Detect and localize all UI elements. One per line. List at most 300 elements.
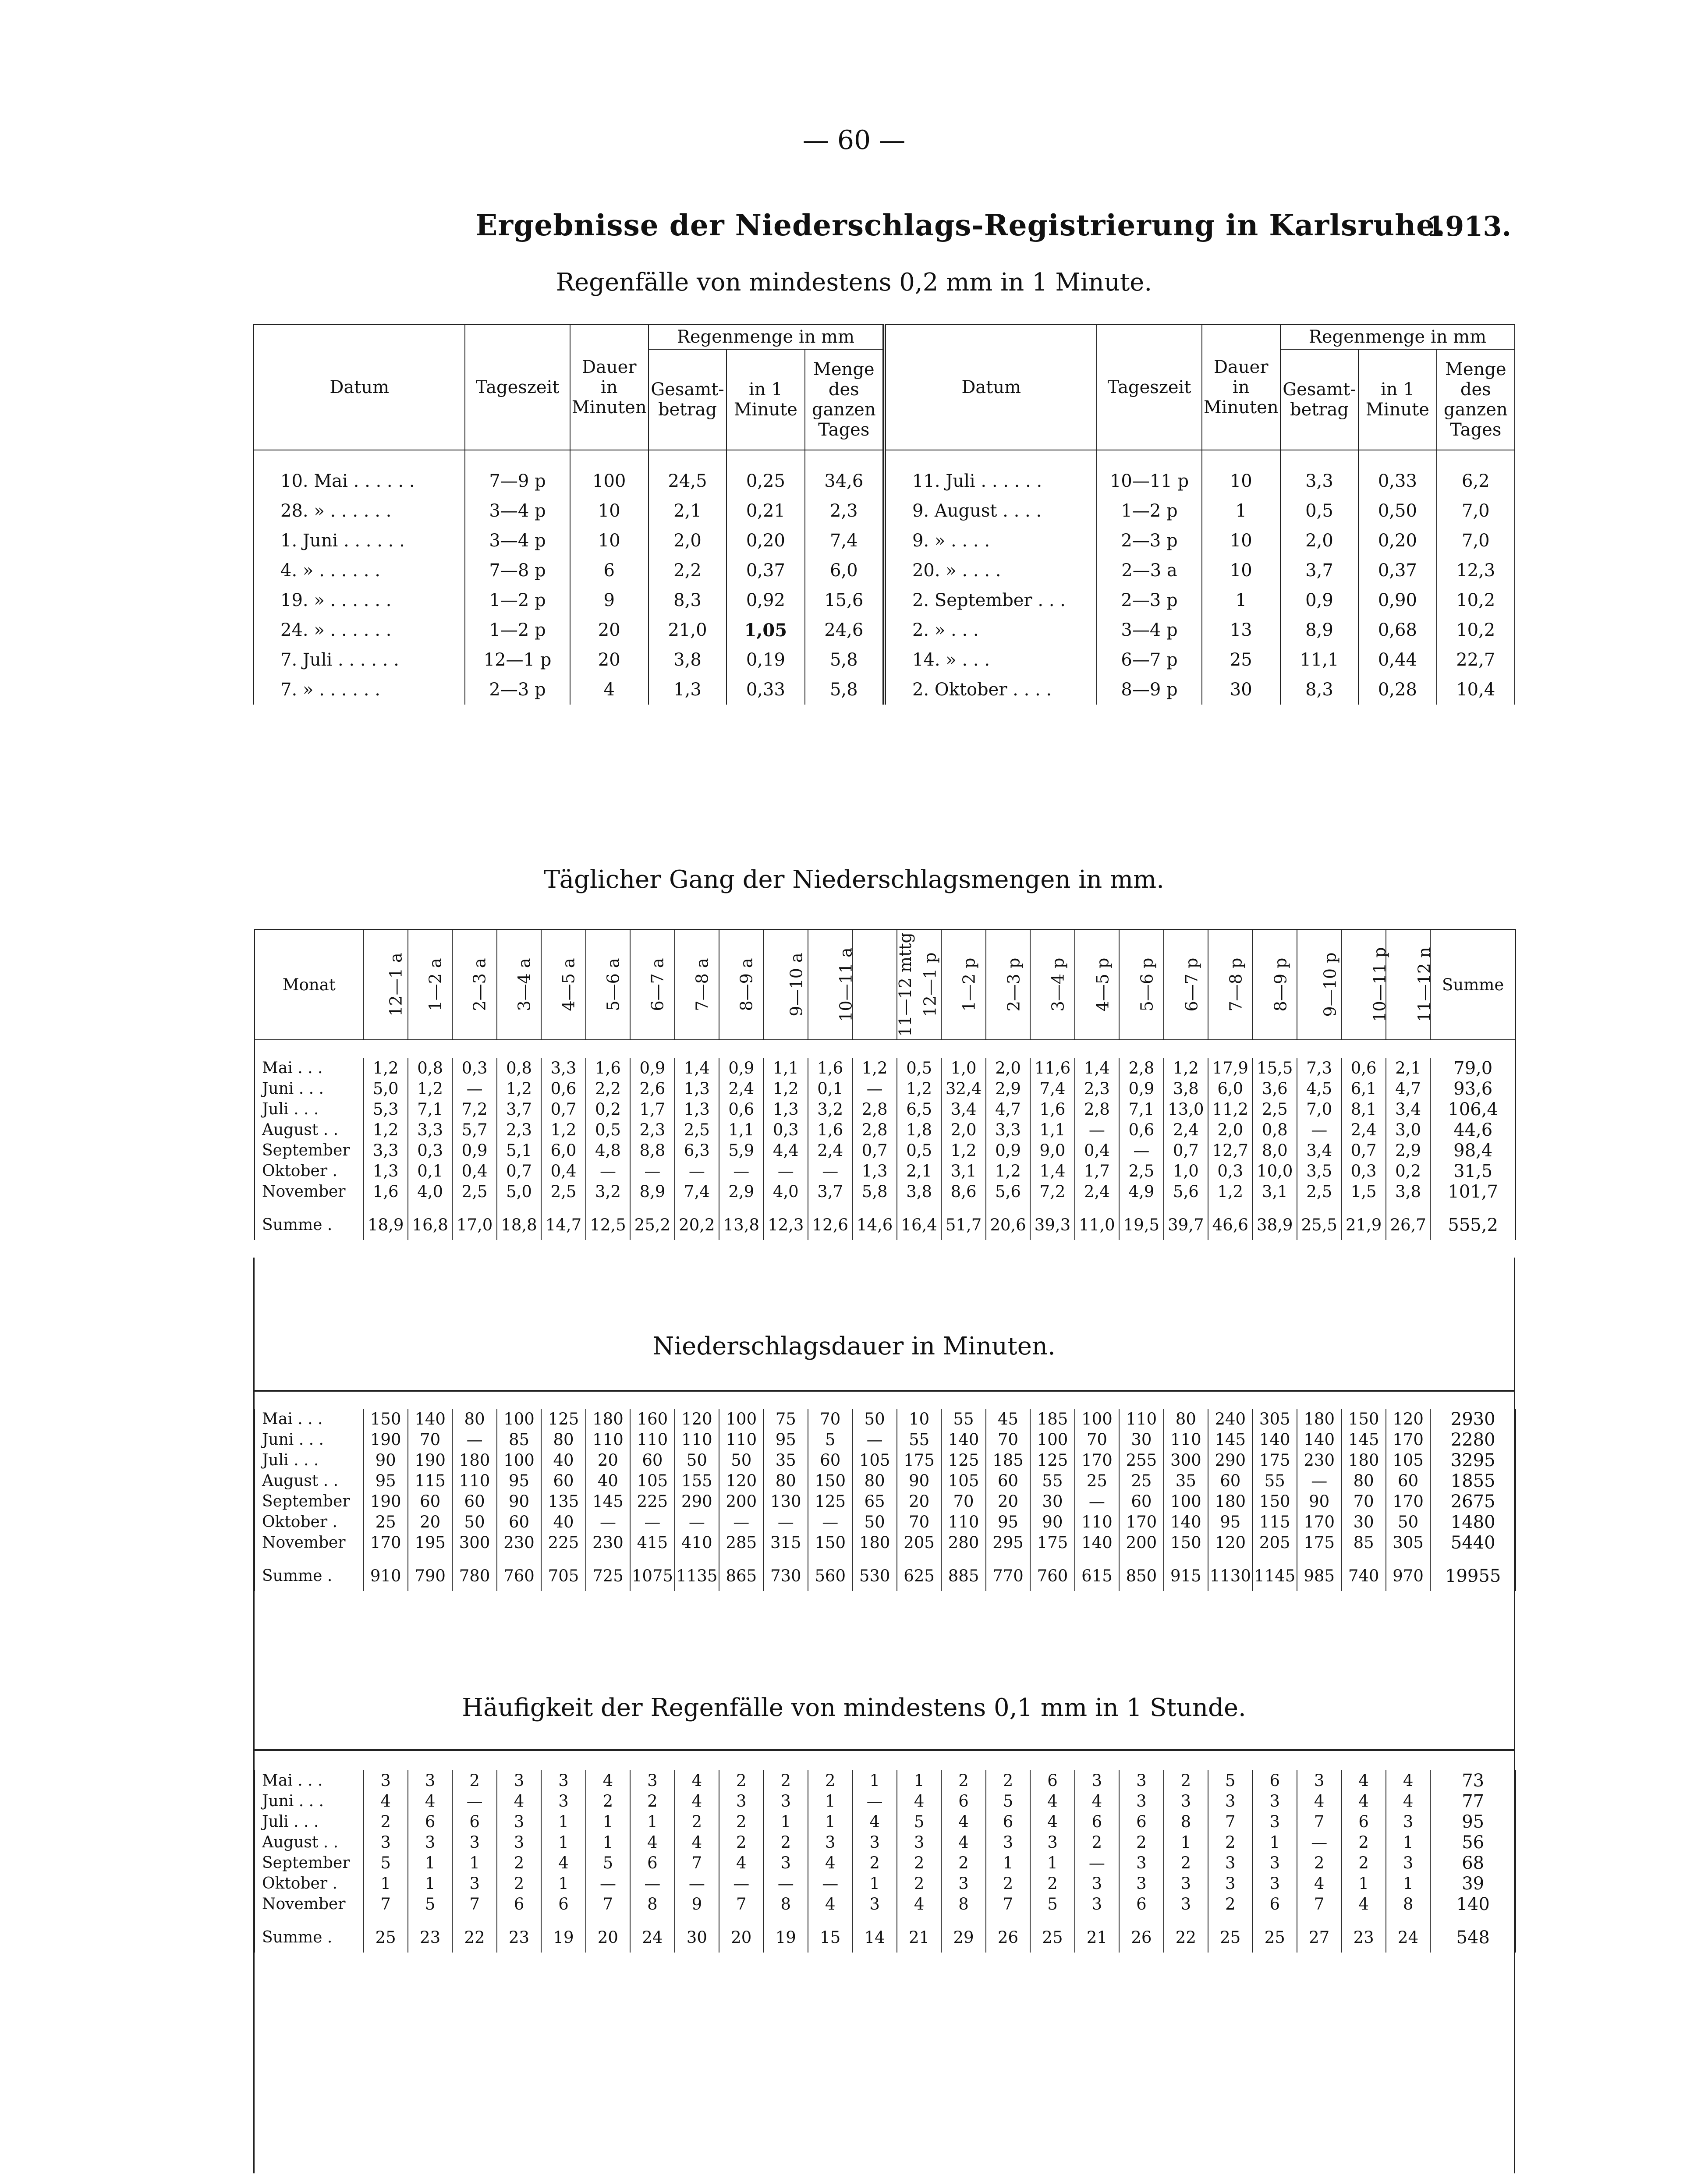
hour-value: — xyxy=(719,1161,763,1181)
hour-value: — xyxy=(719,1873,763,1894)
event-min: 0,19 xyxy=(726,645,804,675)
hour-value: 4 xyxy=(1386,1791,1430,1811)
hour-value: 2,0 xyxy=(1208,1120,1252,1140)
hour-value: 200 xyxy=(1119,1532,1163,1553)
hour-value: 2,2 xyxy=(586,1078,630,1099)
hour-value: 8 xyxy=(630,1894,674,1914)
hour-value: 90 xyxy=(1030,1512,1074,1532)
event-date: 2. » . . . xyxy=(884,615,1097,645)
hour-value: 125 xyxy=(808,1491,852,1512)
hour-header xyxy=(764,929,808,1040)
event-gesamt: 11,1 xyxy=(1280,645,1358,675)
hour-value: 4,5 xyxy=(1297,1078,1341,1099)
hour-value: 8,0 xyxy=(1253,1140,1297,1161)
section-amounts-title: Täglicher Gang der Niederschlagsmengen in mm. xyxy=(543,865,1165,894)
hour-value: 1,7 xyxy=(1075,1161,1119,1181)
hour-value: 85 xyxy=(497,1429,541,1450)
hour-header-label: 11—12 mttg xyxy=(896,932,915,1037)
hour-value: 25 xyxy=(363,1512,408,1532)
month-label: September xyxy=(255,1491,363,1512)
hour-value: 3 xyxy=(852,1832,897,1853)
event-gesamt: 2,1 xyxy=(648,496,726,526)
hour-value: 60 xyxy=(541,1471,585,1491)
hour-value: — xyxy=(675,1161,719,1181)
sum-value: 20,2 xyxy=(675,1202,719,1240)
event-min: 0,33 xyxy=(726,675,804,705)
hour-value: 2,3 xyxy=(630,1120,674,1140)
hour-value: 0,3 xyxy=(764,1120,808,1140)
hour-value: 4 xyxy=(408,1791,452,1811)
hour-value: 120 xyxy=(1208,1532,1252,1553)
sum-value: 915 xyxy=(1164,1553,1208,1591)
hour-value: 6 xyxy=(1341,1811,1386,1832)
hour-value: 5 xyxy=(1030,1894,1074,1914)
hour-value: — xyxy=(586,1873,630,1894)
hour-value: 8 xyxy=(1164,1811,1208,1832)
hour-value: 1 xyxy=(1341,1873,1386,1894)
event-min: 0,50 xyxy=(1358,496,1436,526)
hour-value: 0,7 xyxy=(1341,1140,1386,1161)
hour-value: 3 xyxy=(808,1832,852,1853)
hour-value: 95 xyxy=(497,1471,541,1491)
hour-value: 1 xyxy=(764,1811,808,1832)
hour-value: 0,3 xyxy=(408,1140,452,1161)
event-tag: 10,2 xyxy=(1437,585,1515,615)
event-zeit: 2—3 p xyxy=(465,675,570,705)
sum-value: 26 xyxy=(1119,1914,1163,1953)
event-dauer: 20 xyxy=(570,615,648,645)
hour-value: 4 xyxy=(897,1791,941,1811)
hour-value: 2,5 xyxy=(1297,1181,1341,1202)
grand-total: 19955 xyxy=(1430,1553,1516,1591)
month-label: Oktober . xyxy=(255,1512,363,1532)
event-dauer: 10 xyxy=(570,496,648,526)
summe-label: Summe . xyxy=(255,1914,363,1953)
hour-value: 100 xyxy=(719,1409,763,1429)
hour-value: 5,8 xyxy=(852,1181,897,1202)
hour-value: 35 xyxy=(764,1450,808,1471)
event-tag: 7,0 xyxy=(1437,526,1515,556)
sum-value: 25 xyxy=(1253,1914,1297,1953)
hour-header xyxy=(1341,929,1389,1040)
sum-value: 780 xyxy=(452,1553,496,1591)
sum-value: 850 xyxy=(1119,1553,1163,1591)
hour-value: 410 xyxy=(675,1532,719,1553)
hour-value: 160 xyxy=(630,1409,674,1429)
hour-value: 140 xyxy=(1164,1512,1208,1532)
hour-value: 1 xyxy=(1164,1832,1208,1853)
sum-value: 30 xyxy=(675,1914,719,1953)
hour-value: 40 xyxy=(541,1512,585,1532)
hour-value: 4 xyxy=(541,1853,585,1873)
hour-header xyxy=(1253,929,1297,1040)
hour-value: 90 xyxy=(497,1491,541,1512)
hour-value: 2 xyxy=(852,1853,897,1873)
hour-value: — xyxy=(1119,1140,1163,1161)
hour-value: 190 xyxy=(408,1450,452,1471)
hour-header-label: 2—3 p xyxy=(1004,957,1024,1012)
hour-value: 32,4 xyxy=(941,1078,985,1099)
sum-value: 20 xyxy=(719,1914,763,1953)
event-zeit: 1—2 p xyxy=(1097,496,1201,526)
hour-value: 0,8 xyxy=(1253,1120,1297,1140)
sum-value: 20,6 xyxy=(986,1202,1030,1240)
hour-value: 7 xyxy=(363,1894,408,1914)
hour-value: 7 xyxy=(1297,1811,1341,1832)
hour-value: 3,3 xyxy=(986,1120,1030,1140)
hour-value: 3 xyxy=(452,1832,496,1853)
hour-header-label: 9—10 p xyxy=(1320,952,1340,1017)
hour-value: 1,6 xyxy=(808,1058,852,1078)
hour-value: 3 xyxy=(986,1832,1030,1853)
hour-value: 4,8 xyxy=(586,1140,630,1161)
hour-value: 9,0 xyxy=(1030,1140,1074,1161)
hour-header-label: 10—11 p xyxy=(1370,947,1389,1022)
event-zeit: 1—2 p xyxy=(465,585,570,615)
event-row xyxy=(254,675,1515,705)
event-row xyxy=(254,645,1515,675)
hour-value: 170 xyxy=(1075,1450,1119,1471)
hour-value: 0,5 xyxy=(897,1058,941,1078)
hour-value: 3 xyxy=(497,1832,541,1853)
row-sum: 93,6 xyxy=(1430,1078,1516,1099)
hour-value: 50 xyxy=(675,1450,719,1471)
hour-value: 3 xyxy=(1253,1853,1297,1873)
hour-header xyxy=(541,929,585,1040)
hour-value: 0,6 xyxy=(1341,1058,1386,1078)
hour-value: 2 xyxy=(1164,1853,1208,1873)
hour-value: 6 xyxy=(1119,1811,1163,1832)
event-zeit: 2—3 p xyxy=(1097,526,1201,556)
month-row xyxy=(255,1099,1516,1120)
hour-value: 2,0 xyxy=(941,1120,985,1140)
hour-value: 2 xyxy=(719,1811,763,1832)
sum-value: 25 xyxy=(363,1914,408,1953)
hour-value: 290 xyxy=(1208,1450,1252,1471)
hour-header xyxy=(452,929,496,1040)
hour-value: 2 xyxy=(808,1770,852,1791)
sum-value: 12,6 xyxy=(808,1202,852,1240)
rain-events-table xyxy=(253,324,1515,705)
event-date: 9. August . . . . xyxy=(884,496,1097,526)
sum-value: 21 xyxy=(897,1914,941,1953)
hour-value: 3 xyxy=(1164,1791,1208,1811)
event-row xyxy=(254,556,1515,585)
hour-value: 0,5 xyxy=(897,1140,941,1161)
hour-header-label: 9—10 a xyxy=(787,953,806,1017)
hour-value: 1,7 xyxy=(630,1099,674,1120)
hour-value: 35 xyxy=(1164,1471,1208,1491)
hour-value: 30 xyxy=(1341,1512,1386,1532)
month-label: Mai . . . xyxy=(255,1058,363,1078)
sum-value: 51,7 xyxy=(941,1202,985,1240)
hour-value: 155 xyxy=(675,1471,719,1491)
summe-label: Summe . xyxy=(255,1553,363,1591)
hour-value: 10,0 xyxy=(1253,1161,1297,1181)
hour-value: 200 xyxy=(719,1491,763,1512)
event-zeit: 12—1 p xyxy=(465,645,570,675)
hour-value: 170 xyxy=(1119,1512,1163,1532)
hour-value: 90 xyxy=(363,1450,408,1471)
hour-value: 60 xyxy=(497,1512,541,1532)
hour-value: 0,2 xyxy=(586,1099,630,1120)
hour-value: 60 xyxy=(408,1491,452,1512)
hour-value: 80 xyxy=(452,1409,496,1429)
event-dauer: 4 xyxy=(570,675,648,705)
sum-value: 885 xyxy=(941,1553,985,1591)
hour-value: 4 xyxy=(586,1770,630,1791)
hour-value: 130 xyxy=(764,1491,808,1512)
hour-value: 3 xyxy=(1075,1770,1119,1791)
hour-value: 20 xyxy=(586,1450,630,1471)
hour-header xyxy=(1208,929,1252,1040)
hour-value: 150 xyxy=(1253,1491,1297,1512)
hour-value: 4 xyxy=(630,1832,674,1853)
event-tag: 5,8 xyxy=(805,645,884,675)
hour-value: 45 xyxy=(986,1409,1030,1429)
hour-value: 4 xyxy=(1297,1873,1341,1894)
col-dauer: Dauer in Minuten xyxy=(570,325,648,450)
hour-value: 290 xyxy=(675,1491,719,1512)
event-gesamt: 8,3 xyxy=(648,585,726,615)
month-label: Oktober . xyxy=(255,1161,363,1181)
hour-value: 7 xyxy=(719,1894,763,1914)
sum-value: 46,6 xyxy=(1208,1202,1252,1240)
hour-value: 1,6 xyxy=(586,1058,630,1078)
hour-value: 1,4 xyxy=(1075,1058,1119,1078)
event-zeit: 3—4 p xyxy=(465,496,570,526)
hour-value: 110 xyxy=(630,1429,674,1450)
event-tag: 10,4 xyxy=(1437,675,1515,705)
event-min: 0,44 xyxy=(1358,645,1436,675)
event-row xyxy=(254,615,1515,645)
hour-value: 0,9 xyxy=(986,1140,1030,1161)
event-date: 7. Juli . . . . . . xyxy=(254,645,465,675)
month-label: Mai . . . xyxy=(255,1770,363,1791)
event-min: 0,37 xyxy=(726,556,804,585)
hour-value: 7 xyxy=(1208,1811,1252,1832)
hour-value: 3 xyxy=(363,1770,408,1791)
hour-header-label: 12—1 a xyxy=(386,953,406,1017)
hour-value: 0,9 xyxy=(719,1058,763,1078)
frequency-table xyxy=(254,1770,1516,1953)
hour-header xyxy=(363,929,408,1040)
hour-value: 7,1 xyxy=(1119,1099,1163,1120)
event-row xyxy=(254,526,1515,556)
hour-value: 6 xyxy=(452,1811,496,1832)
hour-header xyxy=(1164,929,1208,1040)
hour-value: 180 xyxy=(452,1450,496,1471)
event-gesamt: 24,5 xyxy=(648,450,726,496)
hour-value: 3,4 xyxy=(941,1099,985,1120)
hour-value: 2,1 xyxy=(1386,1058,1430,1078)
sum-value: 19 xyxy=(764,1914,808,1953)
hour-value: 3 xyxy=(1075,1894,1119,1914)
hour-value: 1 xyxy=(808,1791,852,1811)
sum-value: 12,3 xyxy=(764,1202,808,1240)
hour-value: — xyxy=(1297,1120,1341,1140)
sum-value: 13,8 xyxy=(719,1202,763,1240)
hour-value: 4,7 xyxy=(986,1099,1030,1120)
hour-header-label: 2—3 a xyxy=(470,958,489,1011)
hour-value: 1,3 xyxy=(675,1078,719,1099)
hour-value: 75 xyxy=(764,1409,808,1429)
event-tag: 24,6 xyxy=(805,615,884,645)
hour-value: 2 xyxy=(675,1811,719,1832)
hour-value: 0,2 xyxy=(1386,1161,1430,1181)
hour-value: 7 xyxy=(586,1894,630,1914)
hour-value: 2 xyxy=(1075,1832,1119,1853)
hour-value: 140 xyxy=(408,1409,452,1429)
hour-value: 3 xyxy=(764,1791,808,1811)
sum-value: 790 xyxy=(408,1553,452,1591)
hour-value: — xyxy=(586,1512,630,1532)
hour-value: 3 xyxy=(1119,1791,1163,1811)
sum-value: 17,0 xyxy=(452,1202,496,1240)
event-tag: 6,2 xyxy=(1437,450,1515,496)
hour-header xyxy=(1075,929,1119,1040)
sum-value: 27 xyxy=(1297,1914,1341,1953)
hour-value: 3 xyxy=(363,1832,408,1853)
hour-value: 3 xyxy=(1119,1873,1163,1894)
hour-value: 140 xyxy=(941,1429,985,1450)
hour-value: 1,2 xyxy=(764,1078,808,1099)
hour-value: 1,1 xyxy=(1030,1120,1074,1140)
month-row xyxy=(255,1491,1516,1512)
sum-value: 16,4 xyxy=(897,1202,941,1240)
month-label: September xyxy=(255,1140,363,1161)
hour-value: 70 xyxy=(808,1409,852,1429)
event-zeit: 10—11 p xyxy=(1097,450,1201,496)
frame-left-line xyxy=(253,1258,255,2173)
hour-value: 1 xyxy=(586,1811,630,1832)
sum-value: 24 xyxy=(1386,1914,1430,1953)
hour-value: 305 xyxy=(1386,1532,1430,1553)
hour-value: 1 xyxy=(852,1770,897,1791)
hour-value: 0,7 xyxy=(497,1161,541,1181)
hour-value: 2,9 xyxy=(986,1078,1030,1099)
hour-value: 1,2 xyxy=(1164,1058,1208,1078)
hour-value: 1 xyxy=(408,1873,452,1894)
hour-value: 120 xyxy=(719,1471,763,1491)
hour-value: 105 xyxy=(1386,1450,1430,1471)
summe-row xyxy=(255,1914,1516,1953)
hour-value: 150 xyxy=(808,1532,852,1553)
hour-value: 285 xyxy=(719,1532,763,1553)
hour-value: 300 xyxy=(1164,1450,1208,1471)
hour-value: 70 xyxy=(897,1512,941,1532)
sum-value: 38,9 xyxy=(1253,1202,1297,1240)
hour-value: 225 xyxy=(541,1532,585,1553)
month-row xyxy=(255,1512,1516,1532)
sum-value: 705 xyxy=(541,1553,585,1591)
hour-header xyxy=(586,929,630,1040)
hour-value: — xyxy=(808,1512,852,1532)
hour-value: — xyxy=(852,1078,897,1099)
hour-value: 6 xyxy=(1253,1894,1297,1914)
hour-value: 205 xyxy=(897,1532,941,1553)
duration-table xyxy=(254,1409,1516,1591)
hour-value: 255 xyxy=(1119,1450,1163,1471)
hour-value: 8 xyxy=(764,1894,808,1914)
hour-value: 3,1 xyxy=(1253,1181,1297,1202)
row-sum: 1480 xyxy=(1430,1512,1516,1532)
hour-value: — xyxy=(1075,1491,1119,1512)
hour-value: 110 xyxy=(452,1471,496,1491)
sum-value: 910 xyxy=(363,1553,408,1591)
hour-value: — xyxy=(1075,1120,1119,1140)
hour-value: 2,8 xyxy=(852,1099,897,1120)
hour-value: 100 xyxy=(497,1409,541,1429)
event-tag: 2,3 xyxy=(805,496,884,526)
hour-value: 1 xyxy=(852,1873,897,1894)
hour-value: 100 xyxy=(1030,1429,1074,1450)
hour-value: 3 xyxy=(1119,1770,1163,1791)
event-gesamt: 0,9 xyxy=(1280,585,1358,615)
hour-header-label: 8—9 a xyxy=(737,958,756,1011)
hour-value: 0,4 xyxy=(452,1161,496,1181)
hour-value: 2,8 xyxy=(1075,1099,1119,1120)
hour-value: 90 xyxy=(1297,1491,1341,1512)
hour-header xyxy=(986,929,1030,1040)
hour-value: 230 xyxy=(1297,1450,1341,1471)
hour-value: 9 xyxy=(675,1894,719,1914)
hour-value: 3 xyxy=(1164,1873,1208,1894)
hour-value: 110 xyxy=(1075,1512,1119,1532)
hour-value: 4 xyxy=(1030,1791,1074,1811)
event-zeit: 7—9 p xyxy=(465,450,570,496)
hour-value: 1 xyxy=(1253,1832,1297,1853)
sum-value: 39,3 xyxy=(1030,1202,1074,1240)
hour-value: 1,1 xyxy=(764,1058,808,1078)
col-datum: Datum xyxy=(254,325,465,450)
hour-value: 3 xyxy=(630,1770,674,1791)
hour-value: 1 xyxy=(1386,1832,1430,1853)
hour-value: 4,7 xyxy=(1386,1078,1430,1099)
hour-header xyxy=(1297,929,1341,1040)
hour-value: 3 xyxy=(719,1791,763,1811)
event-date: 20. » . . . . xyxy=(884,556,1097,585)
sum-value: 985 xyxy=(1297,1553,1341,1591)
hour-value: 95 xyxy=(363,1471,408,1491)
month-row xyxy=(255,1429,1516,1450)
sum-value: 14,6 xyxy=(852,1202,897,1240)
hour-value: 60 xyxy=(1208,1471,1252,1491)
month-row xyxy=(255,1450,1516,1471)
hour-value: 20 xyxy=(986,1491,1030,1512)
hour-value: 3 xyxy=(1030,1832,1074,1853)
hour-value: 110 xyxy=(1164,1429,1208,1450)
hour-value: 5 xyxy=(897,1811,941,1832)
event-min: 0,21 xyxy=(726,496,804,526)
event-date: 24. » . . . . . . xyxy=(254,615,465,645)
hour-value: 2 xyxy=(586,1791,630,1811)
month-row xyxy=(255,1140,1516,1161)
sum-value: 23 xyxy=(497,1914,541,1953)
col-regenmenge-2: Regenmenge in mm xyxy=(1280,325,1515,349)
hour-header xyxy=(852,929,915,1040)
hour-value: 230 xyxy=(497,1532,541,1553)
sum-value: 1135 xyxy=(675,1553,719,1591)
event-dauer: 10 xyxy=(1202,526,1280,556)
hour-value: 3,8 xyxy=(1164,1078,1208,1099)
hour-value: 175 xyxy=(897,1450,941,1471)
sum-value: 865 xyxy=(719,1553,763,1591)
hour-value: 2 xyxy=(764,1832,808,1853)
event-dauer: 30 xyxy=(1202,675,1280,705)
hour-value: 55 xyxy=(941,1409,985,1429)
hour-value: 140 xyxy=(1297,1429,1341,1450)
